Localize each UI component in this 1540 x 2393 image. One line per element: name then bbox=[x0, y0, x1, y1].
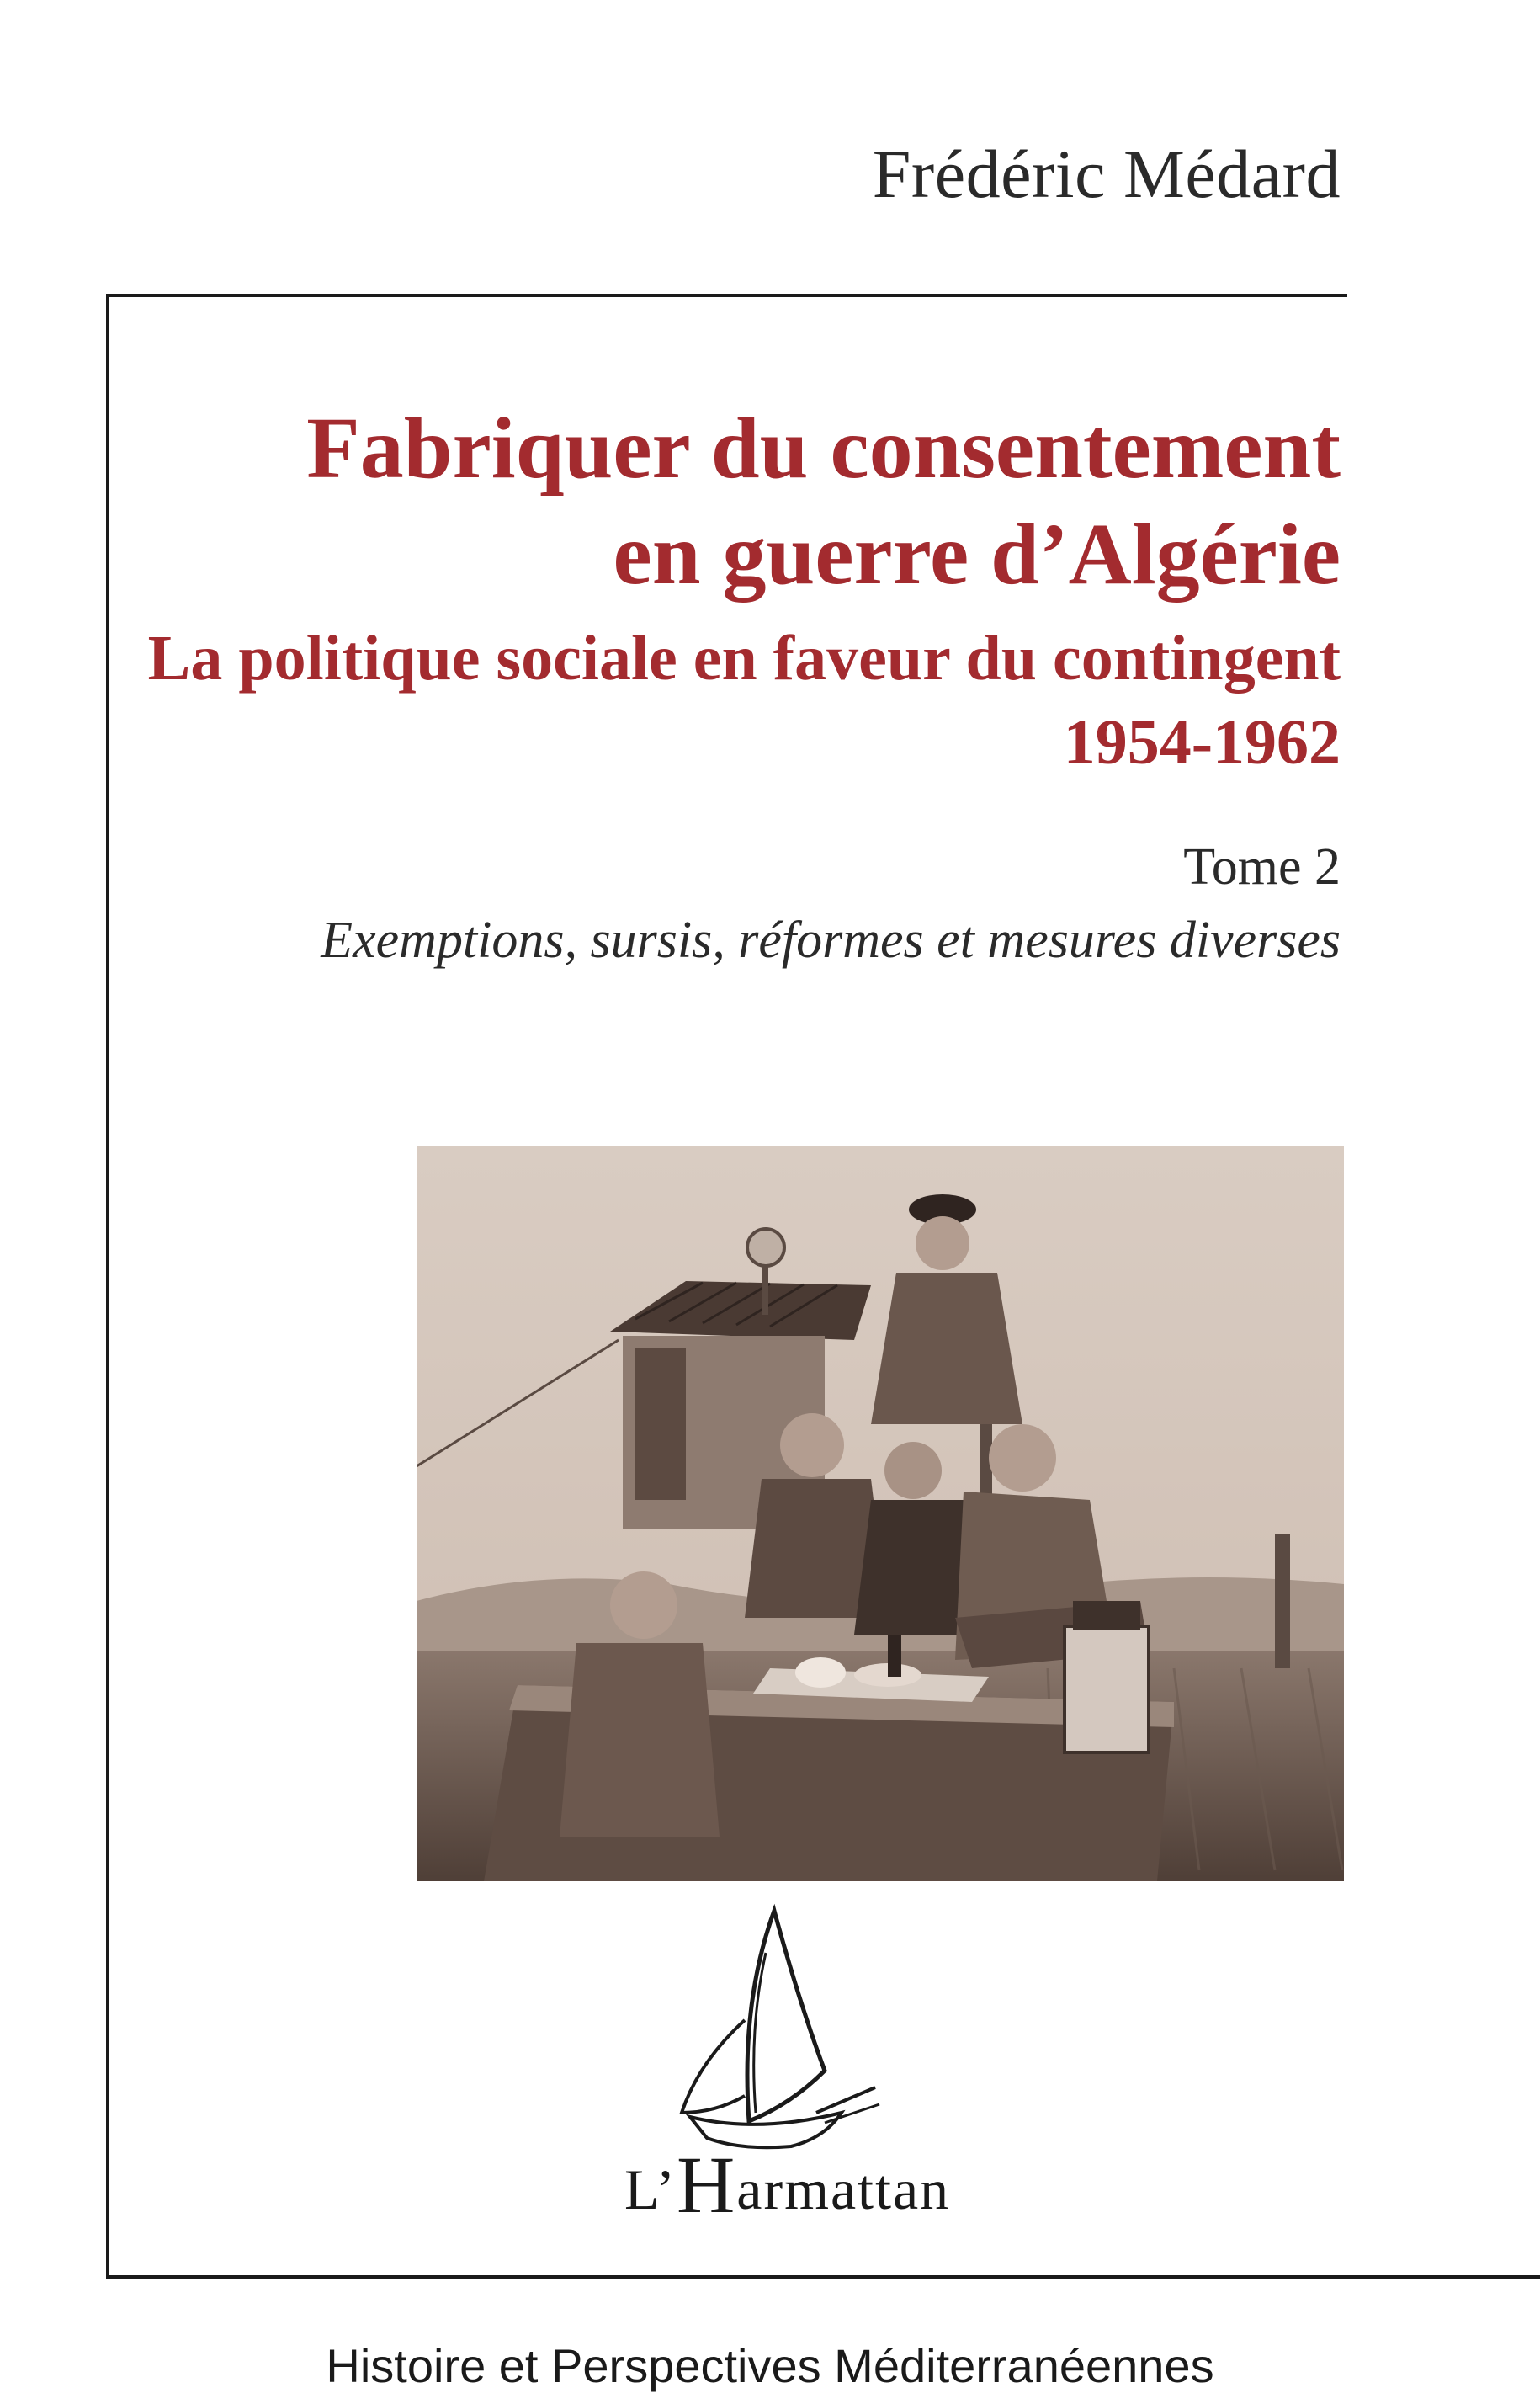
volume-subtitle: Exemptions, sursis, réformes et mesures diverses bbox=[321, 912, 1341, 969]
frame-left-rule bbox=[106, 294, 109, 2279]
publisher-rest: armattan bbox=[736, 2157, 951, 2221]
subtitle-line-2: 1954-1962 bbox=[1063, 707, 1341, 778]
frame-top-rule bbox=[106, 294, 1347, 297]
title-block bbox=[148, 396, 1341, 784]
title-line-1: Fabriquer du consentement bbox=[306, 400, 1341, 497]
subtitle-line-1: La politique sociale en faveur du contingent bbox=[147, 623, 1341, 694]
volume-label: Tome 2 bbox=[1183, 838, 1341, 896]
frame-bottom-rule bbox=[106, 2275, 1540, 2279]
series-name: Histoire et Perspectives Méditerranéennes bbox=[326, 2339, 1214, 2392]
publisher-initial: H bbox=[676, 2140, 737, 2230]
author-name: Frédéric Médard bbox=[872, 136, 1341, 212]
cover-photo bbox=[417, 1146, 1344, 1881]
sepia-group-photo-icon bbox=[417, 1146, 1344, 1881]
publisher-logo-text bbox=[624, 2138, 950, 2231]
publisher-prefix: L’ bbox=[624, 2157, 677, 2221]
title-line-2: en guerre d’Algérie bbox=[613, 506, 1341, 603]
